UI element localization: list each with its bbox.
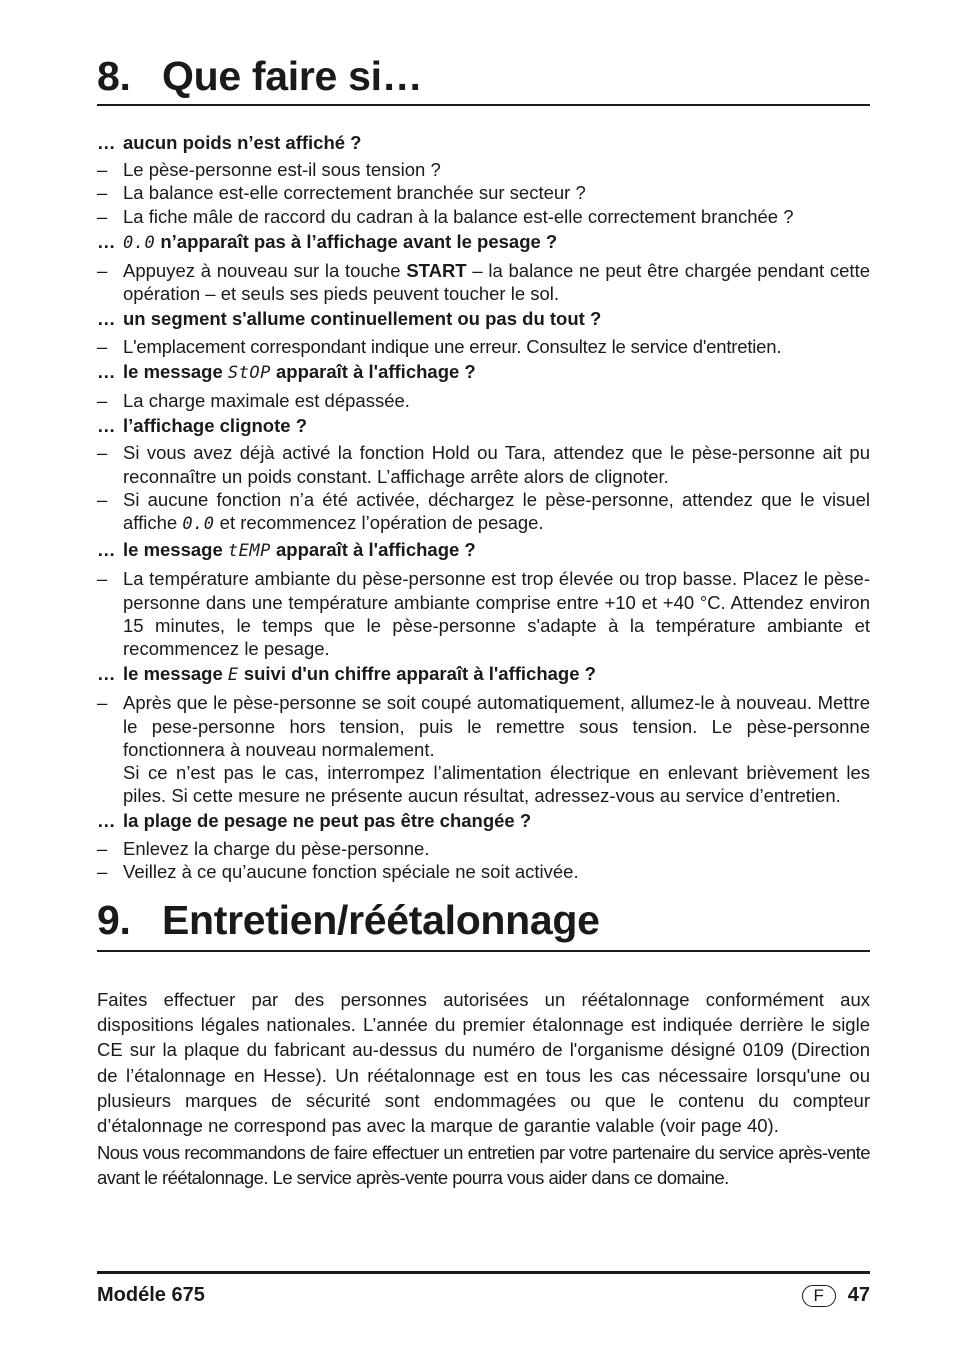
start-key-label: START bbox=[406, 260, 467, 282]
section-9-title: Entretien/réétalonnage bbox=[162, 897, 600, 943]
answer: – Veillez à ce qu’aucune fonction spéciale ne soit activée. bbox=[97, 860, 579, 882]
question: … le message StOP apparaît à l'affichage ? bbox=[97, 360, 870, 385]
footer-right bbox=[802, 1284, 870, 1307]
answer: – La charge maximale est dépassée. bbox=[97, 390, 410, 412]
display-segment-text: 0.0 bbox=[182, 514, 215, 535]
answer: – L'emplacement correspondant indique une erreur. Consultez le service d'entretien. bbox=[97, 335, 782, 357]
display-segment-text: StOP bbox=[227, 362, 271, 383]
question: … le message E suivi d'un chiffre apparaît à l'affichage ? bbox=[97, 662, 870, 687]
section-9-body bbox=[97, 987, 870, 1191]
model-name: Modéle 675 bbox=[97, 1284, 205, 1306]
answer: – Appuyez à nouveau sur la touche START – la balance ne peut être chargée pendant cette opération – et seuls ses pieds peuvent toucher le sol. bbox=[97, 260, 870, 305]
section-8-heading bbox=[97, 52, 870, 106]
answer: – Si vous avez déjà activé la fonction Hold ou Tara, attendez que le pèse-personne ait pu reconnaître un poids constant. L’affichage arrête alors de clignoter. bbox=[97, 442, 870, 487]
question: … l’affichage clignote ? bbox=[97, 414, 870, 437]
page-number: 47 bbox=[847, 1284, 870, 1306]
answer: – Enlevez la charge du pèse-personne. bbox=[97, 837, 430, 859]
answer: – Si aucune fonction n’a été activée, déchargez le pèse-personne, attendez que le visuel affiche 0.0 et recommencez l’opération de pesage. bbox=[97, 488, 870, 535]
answer: – Après que le pèse-personne se soit coupé automatiquement, allumez-le à nouveau. Mettre le pese-personne hors tension, puis le remettre sous tension. Le pèse-personne fonctionnera à nouveau normalement. Si ce n’est pas le cas, interrompez l’alimentation électrique en enlevant brièvement les piles. Si cette mesure ne présente aucun résultat, adressez-vous au service d’entretien. bbox=[97, 692, 870, 807]
answer: – La fiche mâle de raccord du cadran à la balance est-elle correctement branchée ? bbox=[97, 205, 794, 227]
language-badge: F bbox=[802, 1285, 836, 1307]
display-segment-text: tEMP bbox=[227, 541, 271, 562]
question: … aucun poids n’est affiché ? bbox=[97, 131, 870, 154]
troubleshooting-list bbox=[97, 131, 870, 883]
question: … le message tEMP apparaît à l'affichage ? bbox=[97, 538, 870, 563]
question: … un segment s'allume continuellement ou pas du tout ? bbox=[97, 307, 870, 330]
section-9-number: 9. bbox=[97, 897, 131, 943]
display-segment-text: 0.0 bbox=[123, 232, 156, 253]
answer: – La température ambiante du pèse-personne est trop élevée ou trop basse. Placez le pèse-personne dans une température ambiante comprise entre +10 et +40 °C. Attendez environ 15 minutes, le temps que le pèse-personne s'adapte à la température ambiante et recommencez le pesage. bbox=[97, 568, 870, 660]
paragraph: Nous vous recommandons de faire effectuer un entretien par votre partenaire du service après-vente avant le réétalonnage. Le service après-vente pourra vous aider dans ce domaine. bbox=[97, 1142, 870, 1189]
section-8-title: Que faire si… bbox=[162, 53, 423, 99]
question: … la plage de pesage ne peut pas être changée ? bbox=[97, 809, 870, 832]
section-9-heading bbox=[97, 896, 870, 952]
paragraph: Faites effectuer par des personnes autorisées un réétalonnage conformément aux dispositions légales nationales. L’année du premier étalonnage est indiquée derrière le sigle CE sur la plaque du fabricant au-dessus du numéro de l'organisme désigné 0109 (Direction de l’étalonnage en Hesse). Un réétalonnage est en tous les cas nécessaire lorsqu'une ou plusieurs marques de sécurité sont endommagées ou que le contenu du compteur d’étalonnage ne correspond pas avec la marque de garantie valable (voir page 40). bbox=[97, 989, 870, 1137]
display-segment-text: E bbox=[227, 665, 239, 686]
question: … 0.0 n’apparaît pas à l’affichage avant le pesage ? bbox=[97, 230, 870, 255]
answer: – La balance est-elle correctement branchée sur secteur ? bbox=[97, 182, 586, 204]
answer: – Le pèse-personne est-il sous tension ? bbox=[97, 159, 441, 181]
page-footer bbox=[97, 1271, 870, 1320]
section-8-number: 8. bbox=[97, 53, 131, 99]
